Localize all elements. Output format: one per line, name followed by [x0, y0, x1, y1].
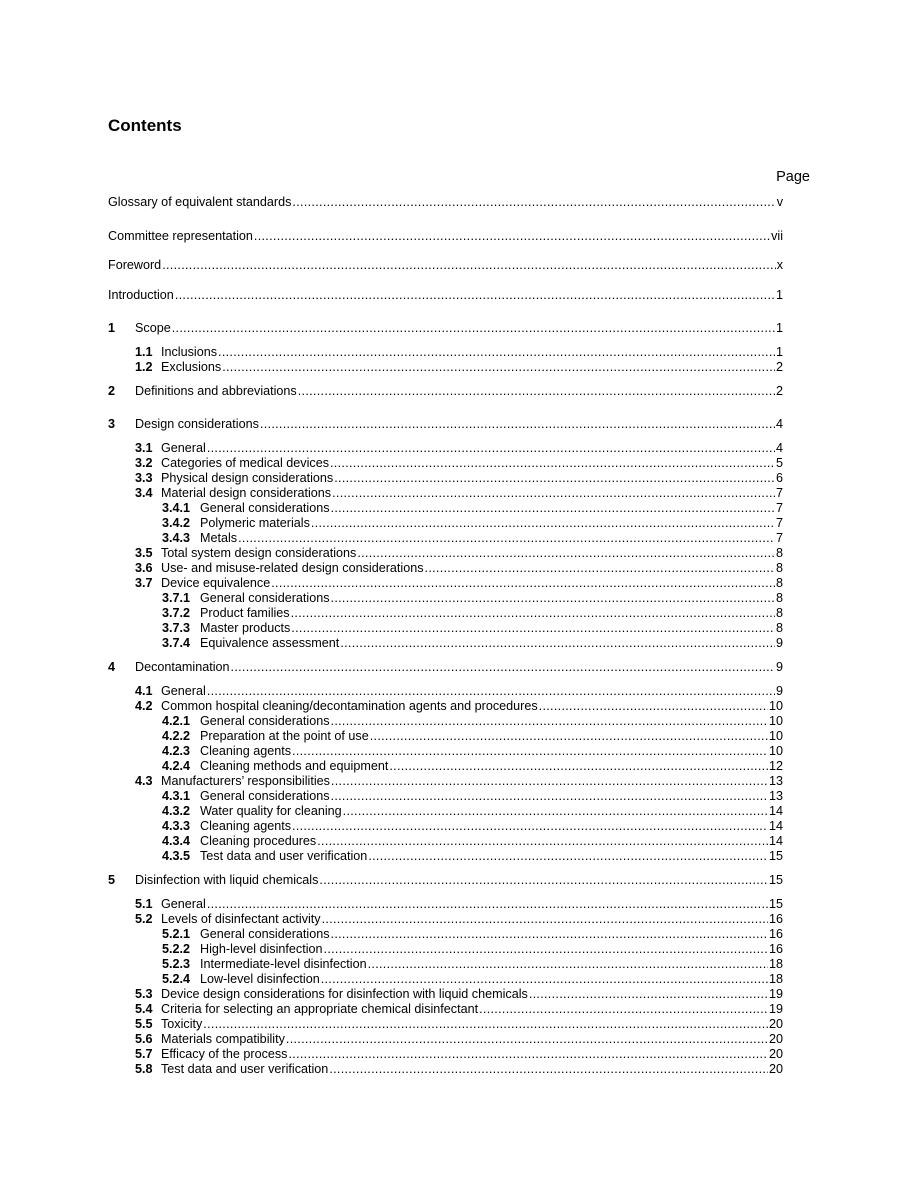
toc-entry[interactable]: [108, 1062, 783, 1077]
toc-entry-title: Scope: [135, 321, 171, 335]
toc-entry-number: 3.7.2: [162, 606, 191, 620]
toc-entry-page-number: 16: [768, 942, 783, 956]
toc-entry[interactable]: [108, 774, 783, 789]
toc-entry-number: 3: [108, 417, 116, 431]
dot-leader: [231, 660, 775, 675]
toc-entry[interactable]: [108, 195, 783, 210]
toc-entry-title: Introduction: [108, 288, 174, 302]
toc-entry-number: 4.2.1: [162, 714, 191, 728]
toc-entry-title: Intermediate-level disinfection: [200, 957, 367, 971]
toc-entry-page-number: 4: [775, 441, 783, 455]
toc-entry-title: General considerations: [200, 927, 330, 941]
toc-entry-title: Physical design considerations: [161, 471, 334, 485]
toc-entry[interactable]: [108, 849, 783, 864]
dot-leader: [357, 546, 775, 561]
toc-entry-title: Low-level disinfection: [200, 972, 320, 986]
toc-entry[interactable]: [108, 684, 783, 699]
toc-entry-title: Common hospital cleaning/decontamination agents and procedures: [161, 699, 538, 713]
toc-entry-page-number: 2: [775, 360, 783, 374]
toc-entry-number: 4.3: [135, 774, 153, 788]
toc-entry-title: Master products: [200, 621, 291, 635]
toc-entry-number: 4.1: [135, 684, 153, 698]
toc-entry-number: 1: [108, 321, 116, 335]
toc-entry-number: 4.3.1: [162, 789, 191, 803]
toc-entry[interactable]: [108, 1047, 783, 1062]
toc-entry-number: 4.2.2: [162, 729, 191, 743]
toc-entry-number: 3.4.3: [162, 531, 191, 545]
toc-entry-page-number: vii: [771, 229, 783, 243]
toc-entry-title: Cleaning methods and equipment: [200, 759, 389, 773]
dot-leader: [331, 927, 768, 942]
toc-entry-number: 5.8: [135, 1062, 153, 1076]
dot-leader: [292, 819, 768, 834]
toc-entry[interactable]: [108, 897, 783, 912]
toc-entry-page-number: 10: [768, 699, 783, 713]
toc-entry[interactable]: [108, 321, 783, 336]
toc-entry[interactable]: [108, 258, 783, 273]
dot-leader: [370, 729, 768, 744]
toc-entry-page-number: 19: [768, 1002, 783, 1016]
toc-entry-number: 5.2.4: [162, 972, 191, 986]
toc-entry-page-number: 6: [775, 471, 783, 485]
dot-leader: [331, 501, 775, 516]
dot-leader: [218, 345, 775, 360]
toc-entry-page-number: 14: [768, 819, 783, 833]
dot-leader: [321, 972, 768, 987]
toc-entry-number: 4.3.4: [162, 834, 191, 848]
toc-entry-title: General: [161, 684, 206, 698]
toc-entry[interactable]: [108, 516, 783, 531]
dot-leader: [529, 987, 768, 1002]
toc-entry-title: Water quality for cleaning: [200, 804, 342, 818]
page-title: Contents: [108, 116, 182, 135]
dot-leader: [271, 576, 775, 591]
toc-entry[interactable]: [108, 501, 783, 516]
toc-entry-title: Foreword: [108, 258, 162, 272]
toc-entry[interactable]: [108, 591, 783, 606]
toc-entry[interactable]: [108, 660, 783, 675]
toc-entry[interactable]: [108, 561, 783, 576]
toc-entry[interactable]: [108, 744, 783, 759]
toc-entry-title: Total system design considerations: [161, 546, 357, 560]
toc-entry-number: 4.2.4: [162, 759, 191, 773]
toc-entry[interactable]: [108, 531, 783, 546]
dot-leader: [425, 561, 775, 576]
dot-leader: [539, 699, 768, 714]
toc-entry[interactable]: [108, 229, 783, 244]
toc-entry[interactable]: [108, 1017, 783, 1032]
dot-leader: [343, 804, 768, 819]
dot-leader: [292, 195, 775, 210]
toc-entry-title: Use- and misuse-related design considerations: [161, 561, 424, 575]
dot-leader: [324, 942, 768, 957]
dot-leader: [291, 621, 775, 636]
dot-leader: [207, 897, 768, 912]
toc-entry[interactable]: [108, 759, 783, 774]
toc-entry[interactable]: [108, 1032, 783, 1047]
toc-entry-page-number: 7: [775, 516, 783, 530]
toc-entry-title: Test data and user verification: [200, 849, 368, 863]
toc-entry-title: General considerations: [200, 789, 330, 803]
toc-entry-title: Product families: [200, 606, 290, 620]
dot-leader: [479, 1002, 768, 1017]
dot-leader: [317, 834, 768, 849]
dot-leader: [162, 258, 776, 273]
dot-leader: [292, 744, 768, 759]
toc-entry[interactable]: [108, 699, 783, 714]
toc-entry-title: Equivalence assessment: [200, 636, 340, 650]
toc-entry-title: Material design considerations: [161, 486, 332, 500]
toc-entry-title: Design considerations: [135, 417, 259, 431]
dot-leader: [238, 531, 775, 546]
toc-entry-page-number: 20: [768, 1017, 783, 1031]
toc-entry-title: Decontamination: [135, 660, 230, 674]
toc-entry-title: Cleaning agents: [200, 744, 292, 758]
dot-leader: [298, 384, 775, 399]
toc-entry-title: General considerations: [200, 591, 330, 605]
toc-entry-number: 1.1: [135, 345, 153, 359]
toc-entry-number: 5.2.3: [162, 957, 191, 971]
toc-entry[interactable]: [108, 456, 783, 471]
toc-entry-page-number: 20: [768, 1032, 783, 1046]
toc-entry-page-number: 5: [775, 456, 783, 470]
toc-entry-number: 4.3.5: [162, 849, 191, 863]
dot-leader: [331, 774, 768, 789]
toc-entry-number: 3.4.2: [162, 516, 191, 530]
toc-entry[interactable]: [108, 912, 783, 927]
toc-entry[interactable]: [108, 441, 783, 456]
toc-entry-title: Materials compatibility: [161, 1032, 285, 1046]
toc-entry-page-number: 9: [775, 684, 783, 698]
toc-entry[interactable]: [108, 714, 783, 729]
dot-leader: [368, 957, 768, 972]
page-column-header: Page: [776, 169, 810, 185]
toc-entry-page-number: 10: [768, 744, 783, 758]
dot-leader: [207, 684, 775, 699]
toc-entry-title: Efficacy of the process: [161, 1047, 288, 1061]
toc-entry-page-number: 7: [775, 501, 783, 515]
toc-entry-number: 3.7.1: [162, 591, 191, 605]
toc-entry-title: Device design considerations for disinfection with liquid chemicals: [161, 987, 528, 1001]
toc-entry[interactable]: [108, 576, 783, 591]
toc-entry-page-number: 10: [768, 714, 783, 728]
toc-entry-title: Metals: [200, 531, 238, 545]
dot-leader: [322, 912, 768, 927]
toc-entry-title: Categories of medical devices: [161, 456, 329, 470]
toc-entry-page-number: 15: [768, 873, 783, 887]
toc-entry-page-number: 1: [775, 321, 783, 335]
toc-entry[interactable]: [108, 942, 783, 957]
dot-leader: [203, 1017, 768, 1032]
toc-entry-page-number: 8: [775, 576, 783, 590]
toc-entry[interactable]: [108, 288, 783, 303]
toc-entry-title: Toxicity: [161, 1017, 203, 1031]
toc-entry-number: 3.7.3: [162, 621, 191, 635]
toc-entry[interactable]: [108, 360, 783, 375]
toc-entry-title: General: [161, 897, 206, 911]
toc-entry-number: 3.2: [135, 456, 153, 470]
dot-leader: [222, 360, 775, 375]
table-of-contents: [108, 0, 783, 1188]
toc-entry-page-number: 7: [775, 531, 783, 545]
toc-entry-page-number: 16: [768, 927, 783, 941]
toc-entry[interactable]: [108, 819, 783, 834]
toc-entry-title: Criteria for selecting an appropriate chemical disinfectant: [161, 1002, 479, 1016]
toc-entry-number: 5.3: [135, 987, 153, 1001]
toc-entry[interactable]: [108, 471, 783, 486]
toc-entry[interactable]: [108, 834, 783, 849]
toc-entry[interactable]: [108, 606, 783, 621]
toc-entry-title: Levels of disinfectant activity: [161, 912, 321, 926]
toc-entry-page-number: 13: [768, 789, 783, 803]
toc-entry-title: Glossary of equivalent standards: [108, 195, 292, 209]
toc-entry-title: Polymeric materials: [200, 516, 310, 530]
dot-leader: [340, 636, 775, 651]
toc-entry-page-number: 20: [768, 1062, 783, 1076]
toc-entry-page-number: 1: [775, 288, 783, 302]
toc-entry[interactable]: [108, 927, 783, 942]
toc-entry-page-number: 13: [768, 774, 783, 788]
toc-entry-title: Inclusions: [161, 345, 218, 359]
toc-entry-page-number: 1: [775, 345, 783, 359]
toc-entry-page-number: v: [776, 195, 783, 209]
toc-entry-page-number: 8: [775, 606, 783, 620]
toc-entry-page-number: 18: [768, 972, 783, 986]
toc-entry-number: 5.1: [135, 897, 153, 911]
toc-entry-number: 2: [108, 384, 116, 398]
toc-entry-page-number: 9: [775, 636, 783, 650]
toc-entry[interactable]: [108, 417, 783, 432]
toc-entry-page-number: 14: [768, 804, 783, 818]
toc-entry-number: 5.7: [135, 1047, 153, 1061]
toc-entry-page-number: 12: [768, 759, 783, 773]
toc-entry-page-number: 18: [768, 957, 783, 971]
dot-leader: [260, 417, 775, 432]
toc-entry-number: 3.4: [135, 486, 153, 500]
toc-entry-page-number: 8: [775, 591, 783, 605]
toc-entry-number: 3.5: [135, 546, 153, 560]
toc-entry-title: Cleaning procedures: [200, 834, 317, 848]
toc-entry-page-number: 4: [775, 417, 783, 431]
toc-entry-number: 3.4.1: [162, 501, 191, 515]
dot-leader: [288, 1047, 768, 1062]
toc-entry[interactable]: [108, 987, 783, 1002]
toc-entry-number: 3.7.4: [162, 636, 191, 650]
toc-entry-number: 4: [108, 660, 116, 674]
toc-entry-title: Cleaning agents: [200, 819, 292, 833]
toc-entry-page-number: 19: [768, 987, 783, 1001]
dot-leader: [207, 441, 775, 456]
dot-leader: [334, 471, 775, 486]
toc-entry-page-number: 2: [775, 384, 783, 398]
toc-entry-page-number: 8: [775, 561, 783, 575]
toc-entry-number: 4.2: [135, 699, 153, 713]
toc-entry-page-number: 14: [768, 834, 783, 848]
toc-entry[interactable]: [108, 1002, 783, 1017]
toc-entry-number: 3.6: [135, 561, 153, 575]
dot-leader: [368, 849, 768, 864]
toc-entry-title: Exclusions: [161, 360, 222, 374]
toc-entry-title: General considerations: [200, 714, 330, 728]
dot-leader: [331, 714, 768, 729]
toc-entry-title: Disinfection with liquid chemicals: [135, 873, 319, 887]
toc-entry-title: Manufacturers’ responsibilities: [161, 774, 330, 788]
dot-leader: [329, 1062, 768, 1077]
toc-entry-page-number: 16: [768, 912, 783, 926]
toc-entry-number: 5.5: [135, 1017, 153, 1031]
toc-entry[interactable]: [108, 636, 783, 651]
toc-entry-page-number: 9: [775, 660, 783, 674]
toc-entry-number: 3.1: [135, 441, 153, 455]
toc-entry-page-number: 10: [768, 729, 783, 743]
toc-entry[interactable]: [108, 486, 783, 501]
toc-entry-number: 5.2: [135, 912, 153, 926]
dot-leader: [254, 229, 770, 244]
dot-leader: [330, 456, 775, 471]
toc-entry-number: 5: [108, 873, 116, 887]
toc-entry-number: 5.6: [135, 1032, 153, 1046]
toc-entry-title: Test data and user verification: [161, 1062, 329, 1076]
dot-leader: [331, 591, 775, 606]
toc-entry-title: General considerations: [200, 501, 330, 515]
toc-entry[interactable]: [108, 729, 783, 744]
dot-leader: [175, 288, 775, 303]
toc-entry-number: 5.2.1: [162, 927, 191, 941]
toc-entry-page-number: 15: [768, 849, 783, 863]
toc-entry-page-number: 7: [775, 486, 783, 500]
toc-entry[interactable]: [108, 345, 783, 360]
toc-entry-title: Committee representation: [108, 229, 253, 243]
toc-entry-page-number: 15: [768, 897, 783, 911]
dot-leader: [172, 321, 775, 336]
toc-entry[interactable]: [108, 972, 783, 987]
dot-leader: [331, 789, 768, 804]
dot-leader: [319, 873, 768, 888]
toc-entry-title: Definitions and abbreviations: [135, 384, 297, 398]
dot-leader: [332, 486, 775, 501]
toc-entry[interactable]: [108, 804, 783, 819]
toc-entry-title: Preparation at the point of use: [200, 729, 369, 743]
dot-leader: [311, 516, 775, 531]
toc-entry[interactable]: [108, 384, 783, 399]
toc-entry-number: 4.3.3: [162, 819, 191, 833]
toc-entry[interactable]: [108, 789, 783, 804]
toc-entry-title: Device equivalence: [161, 576, 271, 590]
toc-entry-page-number: 8: [775, 546, 783, 560]
toc-entry-number: 5.2.2: [162, 942, 191, 956]
toc-entry-page-number: x: [776, 258, 783, 272]
toc-entry[interactable]: [108, 546, 783, 561]
toc-entry[interactable]: [108, 957, 783, 972]
toc-entry-number: 3.3: [135, 471, 153, 485]
toc-entry-number: 4.3.2: [162, 804, 191, 818]
toc-entry-title: General: [161, 441, 206, 455]
dot-leader: [286, 1032, 768, 1047]
toc-entry-number: 1.2: [135, 360, 153, 374]
dot-leader: [389, 759, 768, 774]
toc-entry-page-number: 8: [775, 621, 783, 635]
toc-entry-number: 5.4: [135, 1002, 153, 1016]
toc-entry[interactable]: [108, 621, 783, 636]
toc-entry[interactable]: [108, 873, 783, 888]
dot-leader: [291, 606, 775, 621]
toc-entry-number: 4.2.3: [162, 744, 191, 758]
toc-entry-page-number: 20: [768, 1047, 783, 1061]
toc-entry-number: 3.7: [135, 576, 153, 590]
toc-entry-title: High-level disinfection: [200, 942, 323, 956]
